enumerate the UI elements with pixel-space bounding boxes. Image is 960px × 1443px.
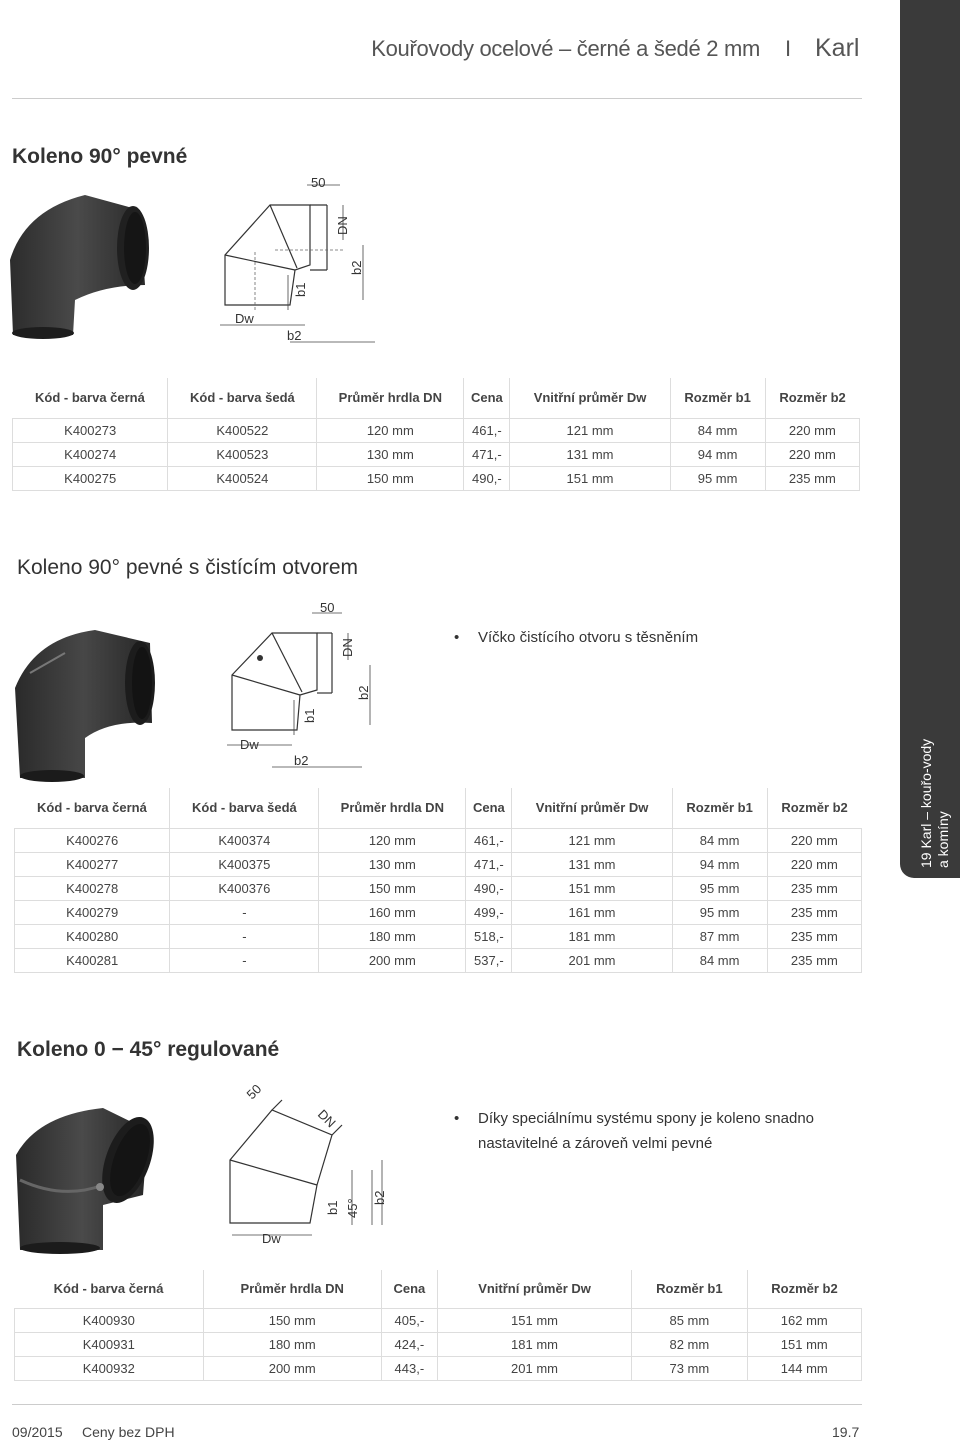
elbow-90-drawing (215, 170, 385, 350)
table-cell: 471,- (466, 852, 512, 876)
table-cell: 424,- (381, 1332, 437, 1356)
section1-title: Koleno 90° pevné (12, 145, 188, 168)
table-cell: 151 mm (512, 876, 672, 900)
dim-b2-bottom-label: b2 (287, 328, 302, 343)
col-header: Průměr hrdla DN (203, 1270, 381, 1308)
dim-dw-label: Dw (235, 311, 254, 326)
table-cell: 84 mm (672, 828, 767, 852)
table-cell: 150 mm (317, 466, 464, 490)
col-header: Kód - barva černá (15, 788, 170, 828)
table-cell: K400279 (15, 900, 170, 924)
table-cell: 121 mm (512, 828, 672, 852)
table-cell: 461,- (466, 828, 512, 852)
dim-dn-label: DN (340, 638, 355, 657)
table-cell: 499,- (466, 900, 512, 924)
table-cell: 180 mm (319, 924, 466, 948)
col-header: Rozměr b1 (670, 378, 765, 418)
elbow-90-cleanout-drawing (222, 595, 392, 775)
table-cell: 151 mm (510, 466, 670, 490)
table-cell: 490,- (464, 466, 510, 490)
table-cell: K400524 (168, 466, 317, 490)
table-cell: 235 mm (767, 900, 861, 924)
header-brand: Karl (815, 34, 860, 62)
section3-bullet-text: Díky speciálnímu systému spony je koleno snadno nastavitelné a zároveň velmi pevné (478, 1110, 815, 1152)
table-cell: K400274 (13, 442, 168, 466)
section2-title: Koleno 90° pevné s čistícím otvorem (17, 556, 359, 579)
col-header: Rozměr b1 (632, 1270, 747, 1308)
table-cell: 162 mm (747, 1308, 862, 1332)
table-cell: 201 mm (437, 1356, 631, 1380)
table-row (15, 924, 862, 948)
table-row (15, 948, 862, 972)
table-cell: 73 mm (632, 1356, 747, 1380)
table-row (13, 418, 860, 442)
table-cell: K400932 (15, 1356, 204, 1380)
col-header: Vnitřní průměr Dw (437, 1270, 631, 1308)
dim-50-label: 50 (311, 175, 326, 190)
table-cell: K400375 (170, 852, 319, 876)
section1-spec-table (12, 378, 860, 491)
col-header: Kód - barva černá (13, 378, 168, 418)
table-cell: 120 mm (317, 418, 464, 442)
table-cell: 235 mm (767, 948, 861, 972)
table-cell: - (170, 924, 319, 948)
table-cell: 95 mm (670, 466, 765, 490)
section2-bullet: • Víčko čistícího otvoru s těsněním (454, 629, 699, 646)
table-cell: 461,- (464, 418, 510, 442)
table-cell: 405,- (381, 1308, 437, 1332)
table-cell: 181 mm (437, 1332, 631, 1356)
dim-dn-label: DN (314, 1106, 339, 1131)
table-cell: 84 mm (670, 418, 765, 442)
table-cell: K400931 (15, 1332, 204, 1356)
table-cell: K400277 (15, 852, 170, 876)
table-cell: 220 mm (765, 418, 859, 442)
table-cell: 181 mm (512, 924, 672, 948)
col-header: Kód - barva šedá (168, 378, 317, 418)
table-cell: 200 mm (319, 948, 466, 972)
table-cell: 131 mm (510, 442, 670, 466)
header-separator: I (785, 36, 792, 61)
table-cell: 490,- (466, 876, 512, 900)
table-cell: 121 mm (510, 418, 670, 442)
dim-dw-label: Dw (262, 1231, 281, 1246)
table-cell: K400276 (15, 828, 170, 852)
table-cell: 151 mm (747, 1332, 862, 1356)
table-cell: 131 mm (512, 852, 672, 876)
table-cell: K400930 (15, 1308, 204, 1332)
section2-spec-table (14, 788, 862, 973)
table-row (15, 828, 862, 852)
dim-b2-label: b2 (356, 685, 371, 700)
table-cell: 130 mm (319, 852, 466, 876)
footer-page-number: 19.7 (832, 1424, 860, 1440)
col-header: Vnitřní průměr Dw (512, 788, 672, 828)
elbow-90-photo (5, 190, 175, 340)
dim-b1-label: b1 (325, 1200, 340, 1215)
table-cell: 220 mm (765, 442, 859, 466)
table-cell: 120 mm (319, 828, 466, 852)
section3-bullet: • Díky speciálnímu systému spony je koleno snadno nastavitelné a zároveň velmi pevné (454, 1110, 815, 1152)
col-header: Vnitřní průměr Dw (510, 378, 670, 418)
table-cell: - (170, 900, 319, 924)
table-cell: 151 mm (437, 1308, 631, 1332)
col-header: Rozměr b2 (771, 1280, 838, 1296)
dim-b2-bottom-label: b2 (294, 753, 309, 768)
dim-dn-label: DN (335, 216, 350, 235)
table-cell: K400523 (168, 442, 317, 466)
dim-50-label: 50 (243, 1081, 265, 1103)
header-divider (12, 98, 862, 99)
col-header: Cena (381, 1270, 437, 1308)
dim-b1-label: b1 (293, 282, 308, 297)
table-cell: 94 mm (670, 442, 765, 466)
dim-b2-label: b2 (372, 1190, 387, 1205)
table-row (15, 1308, 862, 1332)
col-header: Rozměr b2 (779, 389, 846, 405)
table-cell: 144 mm (747, 1356, 862, 1380)
table-cell: 220 mm (767, 828, 861, 852)
table-cell: K400280 (15, 924, 170, 948)
table-cell: 220 mm (767, 852, 861, 876)
footer-date: 09/2015 (12, 1424, 63, 1440)
col-header: Kód - barva černá (15, 1270, 204, 1308)
table-row (13, 442, 860, 466)
table-cell: 94 mm (672, 852, 767, 876)
col-header: Rozměr b2 (781, 799, 848, 815)
col-header: Kód - barva šedá (170, 788, 319, 828)
table-cell: 95 mm (672, 876, 767, 900)
table-cell: K400273 (13, 418, 168, 442)
table-row (13, 466, 860, 490)
table-row (15, 1332, 862, 1356)
table-cell: 180 mm (203, 1332, 381, 1356)
elbow-45-adjustable-photo (8, 1100, 168, 1255)
section2-bullet-text: Víčko čistícího otvoru s těsněním (478, 629, 699, 646)
dim-50-label: 50 (320, 600, 335, 615)
table-cell: K400376 (170, 876, 319, 900)
table-row (15, 1356, 862, 1380)
table-cell: 201 mm (512, 948, 672, 972)
col-header: Cena (464, 378, 510, 418)
table-cell: 235 mm (767, 876, 861, 900)
table-cell: 235 mm (767, 924, 861, 948)
table-cell: 443,- (381, 1356, 437, 1380)
chapter-side-tab (900, 0, 960, 878)
table-cell: K400278 (15, 876, 170, 900)
table-cell: 160 mm (319, 900, 466, 924)
table-cell: 235 mm (765, 466, 859, 490)
table-cell: K400522 (168, 418, 317, 442)
col-header: Průměr hrdla DN (319, 788, 466, 828)
table-row (15, 876, 862, 900)
dim-b2-label: b2 (349, 260, 364, 275)
elbow-45-adjustable-drawing (222, 1080, 402, 1255)
dim-angle-label: 45° (345, 1198, 360, 1218)
elbow-90-cleanout-photo (10, 628, 170, 783)
table-cell: - (170, 948, 319, 972)
table-row (15, 900, 862, 924)
table-cell: K400275 (13, 466, 168, 490)
table-cell: 150 mm (319, 876, 466, 900)
col-header: Cena (466, 788, 512, 828)
table-cell: 85 mm (632, 1308, 747, 1332)
table-cell: 518,- (466, 924, 512, 948)
table-cell: K400281 (15, 948, 170, 972)
section3-spec-table (14, 1270, 862, 1381)
dim-b1-label: b1 (302, 708, 317, 723)
table-cell: K400374 (170, 828, 319, 852)
table-cell: 130 mm (317, 442, 464, 466)
table-cell: 82 mm (632, 1332, 747, 1356)
table-cell: 161 mm (512, 900, 672, 924)
table-cell: 95 mm (672, 900, 767, 924)
table-cell: 537,- (466, 948, 512, 972)
table-cell: 150 mm (203, 1308, 381, 1332)
table-cell: 471,- (464, 442, 510, 466)
section3-title: Koleno 0 − 45° regulované (17, 1038, 280, 1061)
footer-note: Ceny bez DPH (82, 1424, 175, 1440)
header-title: Kouřovody ocelové – černé a šedé 2 mm (371, 36, 760, 61)
chapter-side-label: 19 Karl – kouřo-vody a komíny (918, 738, 951, 868)
dim-dw-label: Dw (240, 737, 259, 752)
table-cell: 87 mm (672, 924, 767, 948)
col-header: Rozměr b1 (672, 788, 767, 828)
table-cell: 84 mm (672, 948, 767, 972)
table-row (15, 852, 862, 876)
col-header: Průměr hrdla DN (317, 378, 464, 418)
table-cell: 200 mm (203, 1356, 381, 1380)
footer-divider (12, 1404, 862, 1405)
